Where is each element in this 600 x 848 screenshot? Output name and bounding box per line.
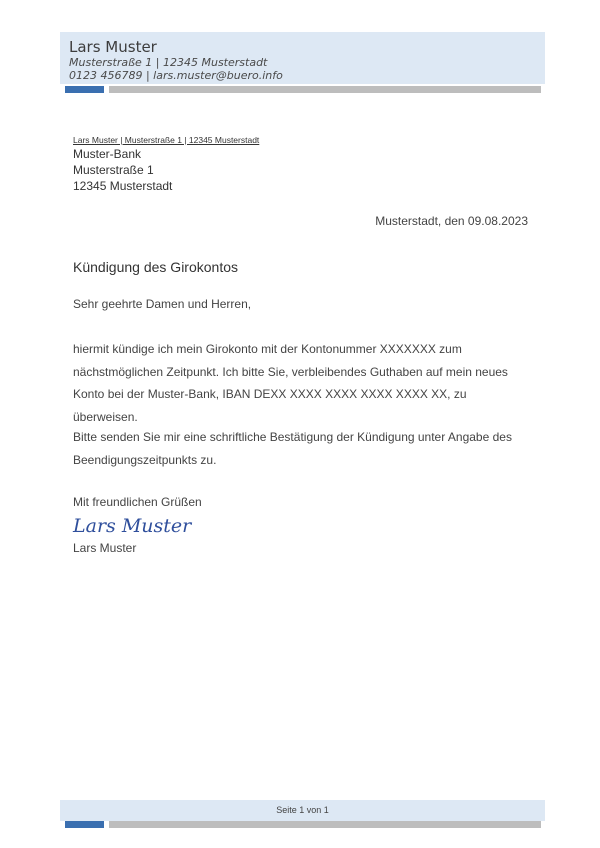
recipient-line: Muster-Bank xyxy=(73,147,142,161)
letterhead-contact: 0123 456789 | lars.muster@buero.info xyxy=(69,69,283,82)
header-accent-bar xyxy=(65,86,104,93)
body-paragraph: Bitte senden Sie mir eine schriftliche Bestätigung der Kündigung unter Angabe des Beendigungszeitpunkts zu. xyxy=(73,430,512,467)
header-divider-bar xyxy=(109,86,541,93)
sender-return-line: Lars Muster | Musterstraße 1 | 12345 Musterstadt xyxy=(73,135,260,145)
body-paragraph: hiermit kündige ich mein Girokonto mit der Kontonummer XXXXXXX zum nächstmöglichen Zeitpunkt. Ich bitte Sie, verbleibendes Guthaben auf mein neues Konto bei der Muster-Bank, IBAN DEXX XXXX XXXX XXXX XXXX XX, zu überweisen. xyxy=(73,342,508,424)
letterhead-address: Musterstraße 1 | 12345 Musterstadt xyxy=(69,56,268,69)
letter-subject: Kündigung des Girokontos xyxy=(73,259,238,275)
signed-name: Lars Muster xyxy=(73,541,137,555)
page-footer xyxy=(60,800,545,821)
letterhead xyxy=(60,32,545,84)
letterhead-name: Lars Muster xyxy=(69,38,157,56)
recipient-line: Musterstraße 1 xyxy=(73,163,154,177)
closing: Mit freundlichen Grüßen xyxy=(73,495,202,509)
salutation: Sehr geehrte Damen und Herren, xyxy=(73,297,252,311)
handwritten-signature: Lars Muster xyxy=(73,515,192,537)
recipient-line: 12345 Musterstadt xyxy=(73,179,173,193)
letter-date: Musterstadt, den 09.08.2023 xyxy=(375,214,528,228)
page-number: Seite 1 von 1 xyxy=(276,805,329,815)
footer-accent-bar xyxy=(65,821,104,828)
footer-divider-bar xyxy=(109,821,541,828)
recipient-address xyxy=(73,146,172,194)
